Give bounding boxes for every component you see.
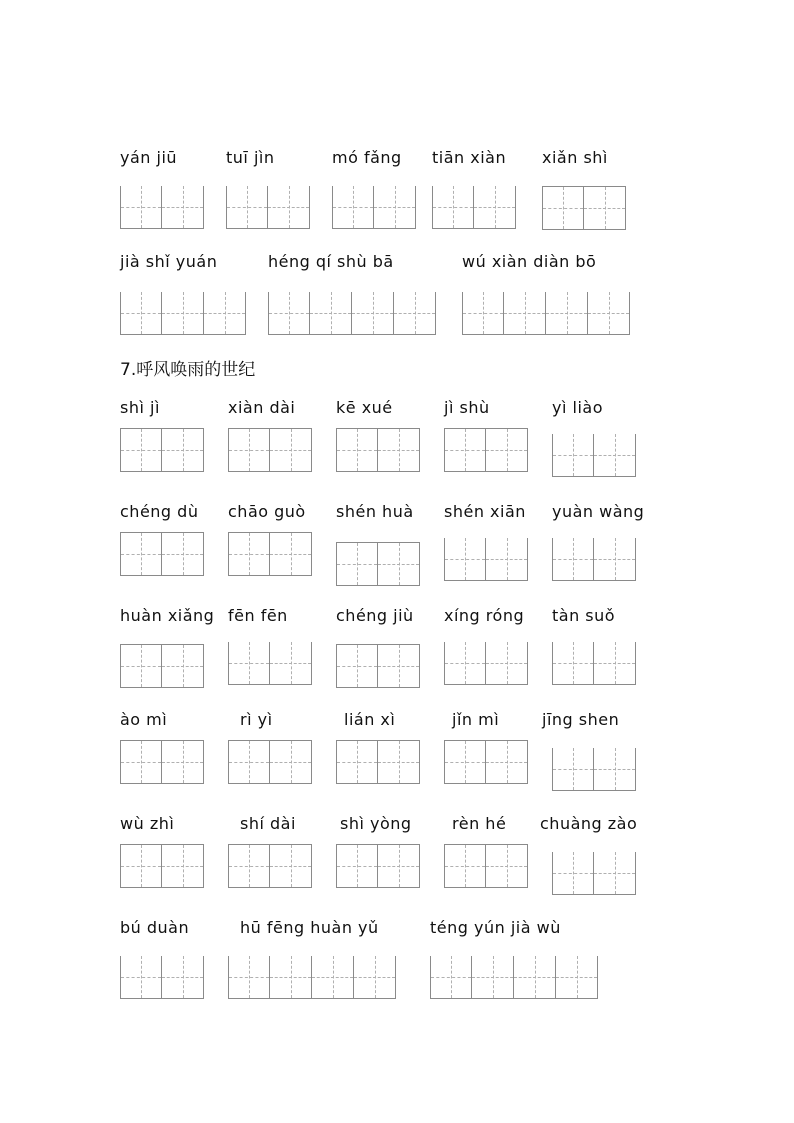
pinyin-label: bú duàn (120, 918, 190, 937)
pinyin-label: jīng shen (542, 710, 620, 729)
writing-cell (228, 642, 270, 684)
writing-cell (486, 642, 528, 684)
pinyin-label: shén huà (336, 502, 414, 521)
writing-cell (486, 429, 528, 471)
writing-cell (552, 434, 594, 476)
writing-grid (444, 642, 528, 685)
writing-grid (336, 844, 420, 888)
writing-cell (552, 538, 594, 580)
pinyin-label: wú xiàn diàn bō (462, 252, 597, 271)
writing-cell (336, 645, 378, 687)
writing-cell (120, 292, 162, 334)
writing-cell (542, 187, 584, 229)
writing-cell (378, 845, 420, 887)
writing-cell (228, 533, 270, 575)
writing-cell (120, 956, 162, 998)
writing-grid (228, 740, 312, 784)
writing-cell (120, 429, 162, 471)
pinyin-label: shí dài (240, 814, 296, 833)
writing-cell (228, 741, 270, 783)
writing-cell (552, 852, 594, 894)
writing-grid (336, 644, 420, 688)
writing-cell (378, 429, 420, 471)
pinyin-label: ào mì (120, 710, 168, 729)
writing-grid (228, 532, 312, 576)
pinyin-label: shì yòng (340, 814, 412, 833)
writing-cell (504, 292, 546, 334)
pinyin-label: yuàn wàng (552, 502, 645, 521)
writing-cell (546, 292, 588, 334)
writing-cell (310, 292, 352, 334)
writing-cell (552, 748, 594, 790)
writing-grid (336, 542, 420, 586)
writing-grid (120, 186, 204, 229)
pinyin-label: xiǎn shì (542, 148, 608, 167)
pinyin-label: shì jì (120, 398, 160, 417)
writing-grid (336, 428, 420, 472)
word-row (120, 606, 680, 696)
writing-cell (120, 533, 162, 575)
writing-grid (432, 186, 516, 229)
writing-grid (444, 428, 528, 472)
writing-grid (332, 186, 416, 229)
writing-cell (270, 429, 312, 471)
writing-cell (162, 845, 204, 887)
writing-grid (228, 428, 312, 472)
writing-grid (268, 292, 436, 335)
pinyin-label: mó fǎng (332, 148, 402, 167)
writing-grid (120, 956, 204, 999)
writing-cell (584, 187, 626, 229)
word-row (120, 710, 680, 800)
writing-grid (120, 644, 204, 688)
writing-cell (378, 645, 420, 687)
writing-grid (444, 740, 528, 784)
writing-cell (226, 186, 268, 228)
writing-cell (378, 741, 420, 783)
pinyin-label: chuàng zào (540, 814, 638, 833)
pinyin-label: tuī jìn (226, 148, 275, 167)
pinyin-label: rèn hé (452, 814, 507, 833)
section-title: 7.呼风唤雨的世纪 (120, 360, 256, 380)
writing-grid (228, 844, 312, 888)
pinyin-label: lián xì (344, 710, 396, 729)
writing-cell (594, 748, 636, 790)
pinyin-label: fēn fēn (228, 606, 288, 625)
writing-grid (552, 642, 636, 685)
word-row (120, 918, 680, 1008)
writing-cell (486, 741, 528, 783)
writing-grid (542, 186, 626, 230)
pinyin-label: huàn xiǎng (120, 606, 215, 625)
writing-cell (120, 186, 162, 228)
writing-grid (120, 292, 246, 335)
writing-cell (332, 186, 374, 228)
writing-cell (432, 186, 474, 228)
pinyin-label: hū fēng huàn yǔ (240, 918, 379, 937)
pinyin-label: héng qí shù bā (268, 252, 394, 271)
writing-grid (120, 740, 204, 784)
writing-grid (552, 852, 636, 895)
writing-cell (162, 741, 204, 783)
pinyin-label: téng yún jià wù (430, 918, 561, 937)
writing-grid (120, 428, 204, 472)
pinyin-label: rì yì (240, 710, 273, 729)
writing-grid (120, 844, 204, 888)
writing-cell (162, 292, 204, 334)
writing-cell (270, 741, 312, 783)
writing-cell (162, 429, 204, 471)
writing-cell (336, 741, 378, 783)
writing-grid (552, 538, 636, 581)
writing-cell (378, 543, 420, 585)
writing-cell (162, 645, 204, 687)
writing-grid (552, 434, 636, 477)
pinyin-label: chéng dù (120, 502, 199, 521)
writing-cell (394, 292, 436, 334)
writing-grid (228, 956, 396, 999)
writing-cell (444, 845, 486, 887)
writing-cell (336, 845, 378, 887)
writing-cell (594, 434, 636, 476)
writing-cell (120, 645, 162, 687)
writing-cell (472, 956, 514, 998)
writing-grid (444, 538, 528, 581)
writing-grid (228, 642, 312, 685)
writing-cell (514, 956, 556, 998)
pinyin-label: jì shù (444, 398, 490, 417)
writing-grid (226, 186, 310, 229)
word-row (120, 814, 680, 904)
writing-cell (486, 538, 528, 580)
word-row (120, 398, 680, 488)
writing-grid (120, 532, 204, 576)
pinyin-label: chéng jiù (336, 606, 414, 625)
pinyin-label: jià shǐ yuán (120, 252, 218, 271)
writing-cell (374, 186, 416, 228)
writing-grid (552, 748, 636, 791)
writing-cell (162, 186, 204, 228)
writing-cell (162, 956, 204, 998)
writing-cell (270, 956, 312, 998)
writing-cell (556, 956, 598, 998)
writing-cell (228, 845, 270, 887)
writing-cell (588, 292, 630, 334)
pinyin-label: wù zhì (120, 814, 175, 833)
writing-grid (336, 740, 420, 784)
writing-cell (444, 642, 486, 684)
writing-cell (594, 852, 636, 894)
writing-cell (462, 292, 504, 334)
writing-cell (594, 538, 636, 580)
writing-grid (444, 844, 528, 888)
pinyin-label: jǐn mì (452, 710, 500, 729)
writing-cell (552, 642, 594, 684)
writing-cell (444, 429, 486, 471)
pinyin-label: shén xiān (444, 502, 526, 521)
writing-cell (120, 741, 162, 783)
writing-cell (268, 292, 310, 334)
writing-cell (268, 186, 310, 228)
word-row (120, 148, 680, 238)
writing-cell (336, 543, 378, 585)
word-row (120, 502, 680, 592)
word-row (120, 252, 680, 342)
pinyin-label: tàn suǒ (552, 606, 616, 625)
writing-cell (120, 845, 162, 887)
writing-cell (352, 292, 394, 334)
writing-cell (204, 292, 246, 334)
writing-grid (430, 956, 598, 999)
pinyin-label: tiān xiàn (432, 148, 507, 167)
writing-cell (228, 956, 270, 998)
writing-cell (162, 533, 204, 575)
writing-cell (474, 186, 516, 228)
pinyin-label: yán jiū (120, 148, 178, 167)
writing-cell (486, 845, 528, 887)
writing-cell (270, 642, 312, 684)
pinyin-label: chāo guò (228, 502, 306, 521)
writing-cell (336, 429, 378, 471)
writing-grid (462, 292, 630, 335)
pinyin-label: xiàn dài (228, 398, 296, 417)
writing-cell (270, 533, 312, 575)
writing-cell (594, 642, 636, 684)
writing-cell (312, 956, 354, 998)
writing-cell (444, 538, 486, 580)
writing-cell (228, 429, 270, 471)
writing-cell (354, 956, 396, 998)
pinyin-label: yì liào (552, 398, 603, 417)
writing-cell (444, 741, 486, 783)
pinyin-label: kē xué (336, 398, 393, 417)
pinyin-label: xíng róng (444, 606, 525, 625)
writing-cell (430, 956, 472, 998)
writing-cell (270, 845, 312, 887)
